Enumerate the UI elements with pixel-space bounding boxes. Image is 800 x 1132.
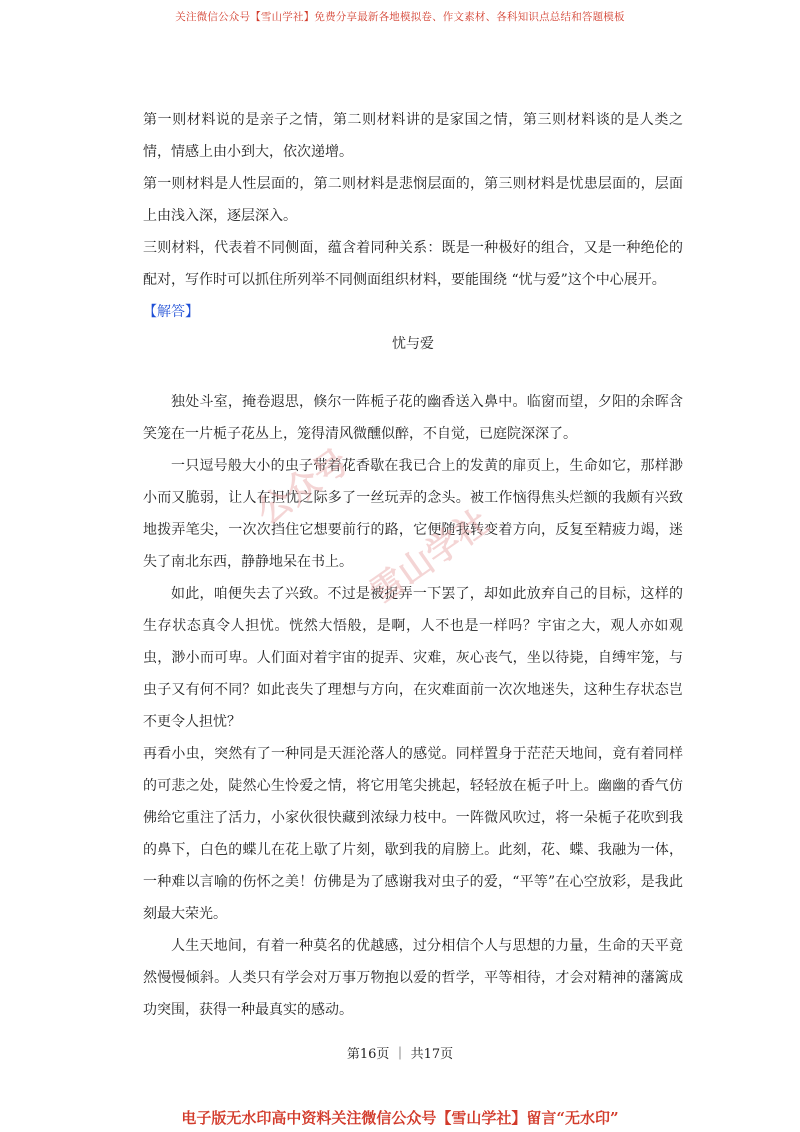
- answer-label: 【解答】: [143, 304, 199, 320]
- watermark-text-2: 雪山学社: [362, 501, 498, 613]
- essay-paragraph: 如此，咱便失去了兴致。不过是被捉弄一下罢了，却如此放弃自己的目标，这样的生存状态真令人担忧。恍然大悟般，是啊，人不也是一样吗？宇宙之大，观人亦如观虫，渺小而可卑。人们面对着宇宙的捉弄、灾难，灰心丧气，坐以待毙，自缚牢笼，与虫子又有何不同？如此丧失了理想与方向，在灾难面前一次次地迷失，这种生存状态岂不更令人担忧？: [143, 586, 683, 730]
- page-number: 第16页 ｜ 共17页: [346, 1047, 454, 1062]
- essay-paragraph: 独处斗室，掩卷遐思，倏尔一阵栀子花的幽香送入鼻中。临窗而望，夕阳的余晖含笑笼在一片栀子花丛上，笼得清风微醺似醉，不自觉，已庭院深深了。: [143, 394, 683, 442]
- essay-title: 忧与爱: [392, 336, 434, 352]
- analysis-paragraph-3: 三则材料，代表着不同侧面，蕴含着同种关系：既是一种极好的组合，又是一种绝伦的配对，写作时可以抓住所列举不同侧面组织材料，要能围绕 “忧与爱”这个中心展开。: [143, 240, 683, 288]
- analysis-paragraph-1: 第一则材料说的是亲子之情，第二则材料讲的是家国之情，第三则材料谈的是人类之情，情感上由小到大，依次递增。: [143, 112, 683, 160]
- essay-paragraph: 一只逗号般大小的虫子带着花香歇在我已合上的发黄的扉页上，生命如它，那样渺小而又脆弱，让人在担忧之际多了一丝玩弄的念头。被工作恼得焦头烂额的我颇有兴致地拨弄笔尖，一次次挡住它想要前行的路，它便随我转变着方向，反复至精疲力竭，迷失了南北东西，静静地呆在书上。: [143, 458, 683, 570]
- header-promo-note: 关注微信公众号【雪山学社】免费分享最新各地模拟卷、作文素材、各科知识点总结和答题模板: [175, 11, 625, 23]
- analysis-paragraph-2: 第一则材料是人性层面的，第二则材料是悲悯层面的，第三则材料是忧患层面的，层面上由浅入深，逐层深入。: [143, 176, 683, 224]
- watermark-text-1: 公众号: [249, 441, 357, 534]
- essay-paragraph: 再看小虫，突然有了一种同是天涯沦落人的感觉。同样置身于茫茫天地间，竟有着同样的可悲之处，陡然心生怜爱之情，将它用笔尖挑起，轻轻放在栀子叶上。幽幽的香气仿佛给它重注了活力，小家伙很快藏到浓绿力枝中。一阵微风吹过，将一朵栀子花吹到我的鼻下，白色的蝶儿在花上歇了片刻，歇到我的肩膀上。此刻，花、蝶、我融为一体，一种难以言喻的伤怀之美！仿佛是为了感谢我对虫子的爱，“平等”在心空放彩，是我此刻最大荣光。: [143, 746, 683, 922]
- essay-paragraph: 人生天地间，有着一种莫名的优越感，过分相信个人与思想的力量，生命的天平竟然慢慢倾斜。人类只有学会对万事万物抱以爱的哲学，平等相待，才会对精神的藩篱成功突围，获得一种最真实的感动。: [143, 938, 683, 1018]
- footer-promo-note: 电子版无水印高中资料关注微信公众号【雪山学社】留言“无水印”: [181, 1109, 619, 1127]
- document-body: [143, 104, 683, 1026]
